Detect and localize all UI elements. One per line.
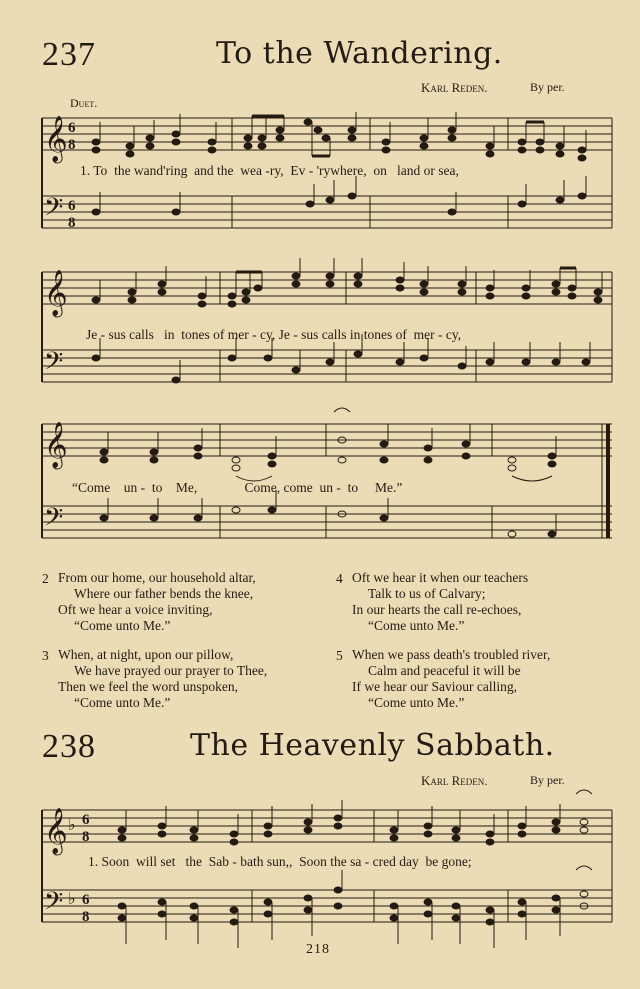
time-sig-top-bass: 6 bbox=[68, 198, 76, 214]
lyric-syllable: mer bbox=[227, 327, 249, 342]
flat-icon: ♭ bbox=[68, 817, 76, 834]
lyric-syllable: - bbox=[438, 327, 443, 342]
lyric-syllable: bath sun, bbox=[240, 854, 290, 869]
verse-4 bbox=[336, 570, 529, 633]
time-sig-top: 6 bbox=[82, 812, 90, 828]
lyric-syllable: - bbox=[293, 327, 298, 342]
verse-line: Then we feel the word unspoken, bbox=[58, 679, 238, 694]
treble-clef-icon: 𝄞 bbox=[44, 116, 68, 162]
hymn-238-permission: By per. bbox=[530, 773, 565, 787]
lyric-syllable: the wand'ring bbox=[114, 163, 188, 178]
verse-3 bbox=[42, 647, 268, 710]
lyric-syllable: cy, bbox=[445, 327, 462, 342]
lyric-syllable: and the bbox=[194, 163, 234, 178]
lyric-syllable: tones of bbox=[181, 327, 225, 342]
verse-line: “Come unto Me.” bbox=[74, 618, 171, 633]
verse-2 bbox=[42, 570, 256, 633]
lyric-syllable: - bbox=[100, 327, 106, 342]
verse-line: “Come unto Me.” bbox=[368, 618, 465, 633]
bass-clef-icon: 𝄢 bbox=[44, 347, 64, 382]
verse-line: “Come unto Me.” bbox=[368, 695, 465, 710]
lyric-syllable: - bbox=[140, 480, 146, 495]
lyric-syllable: Je bbox=[278, 327, 290, 342]
lyric-syllable: to bbox=[347, 480, 359, 495]
bass-clef-icon: 𝄢 bbox=[44, 193, 64, 228]
verse-line: When we pass death's troubled river, bbox=[352, 647, 551, 662]
verse-number: 5 bbox=[336, 648, 343, 663]
lyric-syllable: - bbox=[308, 163, 314, 178]
hymn-238-system-1 bbox=[0, 800, 640, 950]
verse-number: 4 bbox=[336, 571, 343, 586]
hymn-237-part-label: Duet. bbox=[70, 96, 98, 110]
verse-line: If we hear our Saviour calling, bbox=[352, 679, 517, 694]
notes-treble bbox=[92, 258, 602, 307]
lyric-syllable: - bbox=[364, 854, 370, 869]
lyric-syllable: Come, come bbox=[244, 480, 313, 495]
time-sig-top: 6 bbox=[68, 120, 76, 136]
lyric-syllable: - bbox=[252, 327, 257, 342]
hymn-237-title: To the Wandering. bbox=[216, 36, 503, 71]
lyric-syllable: 1. Soon bbox=[88, 854, 130, 869]
lyric-syllable: Me.” bbox=[375, 480, 403, 495]
verse-line: Where our father bends the knee, bbox=[74, 586, 254, 601]
hymn-237-lyric-line-1 bbox=[80, 163, 459, 179]
lyric-syllable: - bbox=[336, 480, 341, 495]
time-sig-bottom-bass: 8 bbox=[68, 215, 76, 231]
page-number: 218 bbox=[306, 942, 330, 957]
lyric-syllable: land or sea, bbox=[397, 163, 459, 178]
hymn-237-number: 237 bbox=[42, 36, 96, 73]
hymn-237-permission: By per. bbox=[530, 80, 565, 94]
lyric-syllable: 'rywhere, bbox=[316, 163, 367, 178]
lyric-syllable: - bbox=[232, 854, 237, 869]
flat-icon: ♭ bbox=[68, 891, 76, 908]
hymn-237-lyric-line-3 bbox=[72, 480, 402, 496]
lyric-syllable: Me, bbox=[175, 480, 198, 495]
verse-line: Calm and peaceful it will be bbox=[368, 663, 521, 678]
lyric-syllable: in tones bbox=[349, 327, 393, 342]
hymn-237-lyric-line-2 bbox=[86, 327, 461, 343]
time-sig-top-bass: 6 bbox=[82, 892, 90, 908]
time-sig-bottom: 8 bbox=[68, 137, 76, 153]
treble-clef-icon: 𝄞 bbox=[44, 422, 68, 468]
lyric-syllable: on bbox=[373, 163, 387, 178]
verse-line: Oft we hear a voice inviting, bbox=[58, 602, 213, 617]
verse-line: “Come unto Me.” bbox=[74, 695, 171, 710]
verse-line: Talk to us of Calvary; bbox=[368, 586, 486, 601]
verse-line: From our home, our household altar, bbox=[58, 570, 256, 585]
notes-treble bbox=[100, 408, 556, 481]
verse-line: Oft we hear it when our teachers bbox=[352, 570, 529, 585]
lyric-syllable: will set bbox=[136, 854, 176, 869]
lyric-syllable: in bbox=[164, 327, 175, 342]
lyric-syllable: be gone; bbox=[425, 854, 472, 869]
verse-number: 2 bbox=[42, 571, 49, 586]
lyric-syllable: Ev bbox=[290, 163, 306, 178]
lyric-syllable: Sab bbox=[208, 854, 230, 869]
time-sig-bottom: 8 bbox=[82, 829, 90, 845]
lyric-syllable: sa bbox=[350, 854, 362, 869]
hymn-238-lyric-line-1: 1. Soon will set the Sab - bath sun,, Soon the sa - cred day be gone; bbox=[88, 854, 472, 869]
hymn-238-author: Karl Reden. bbox=[421, 773, 488, 788]
lyric-syllable: sus calls bbox=[108, 327, 154, 342]
verse-line: In our hearts the call re-echoes, bbox=[352, 602, 522, 617]
verse-line: When, at night, upon our pillow, bbox=[58, 647, 234, 662]
treble-clef-icon: 𝄞 bbox=[44, 808, 68, 854]
lyric-syllable: sus calls bbox=[301, 327, 347, 342]
verse-line: We have prayed our prayer to Thee, bbox=[74, 663, 268, 678]
lyric-syllable: the bbox=[185, 854, 203, 869]
hymn-238-number: 238 bbox=[42, 728, 96, 765]
lyric-syllable: 1. To bbox=[80, 163, 108, 178]
verse-number: 3 bbox=[42, 648, 49, 663]
lyric-syllable: of bbox=[395, 327, 407, 342]
verse-5 bbox=[336, 647, 551, 710]
treble-clef-icon: 𝄞 bbox=[44, 270, 68, 316]
time-sig-bottom-bass: 8 bbox=[82, 909, 90, 925]
bass-clef-icon: 𝄢 bbox=[44, 503, 64, 538]
lyric-syllable: un bbox=[123, 480, 138, 495]
lyric-syllable: mer bbox=[413, 327, 435, 342]
lyric-syllable: -ry, bbox=[265, 163, 284, 178]
hymn-238-title: The Heavenly Sabbath. bbox=[190, 728, 555, 763]
notes-bass bbox=[118, 866, 592, 948]
lyric-syllable: “Come bbox=[72, 480, 111, 495]
lyric-syllable: Je bbox=[86, 327, 98, 342]
bass-clef-icon: 𝄢 bbox=[44, 887, 64, 922]
hymn-237-author: Karl Reden. bbox=[421, 80, 488, 95]
notes-treble bbox=[92, 112, 586, 161]
lyric-syllable: un bbox=[319, 480, 333, 495]
lyric-syllable: cred day bbox=[372, 854, 419, 869]
lyric-syllable: cy, bbox=[260, 327, 276, 342]
lyric-syllable: Soon the bbox=[299, 854, 347, 869]
lyric-syllable: to bbox=[151, 480, 163, 495]
lyric-syllable: wea bbox=[240, 163, 262, 178]
